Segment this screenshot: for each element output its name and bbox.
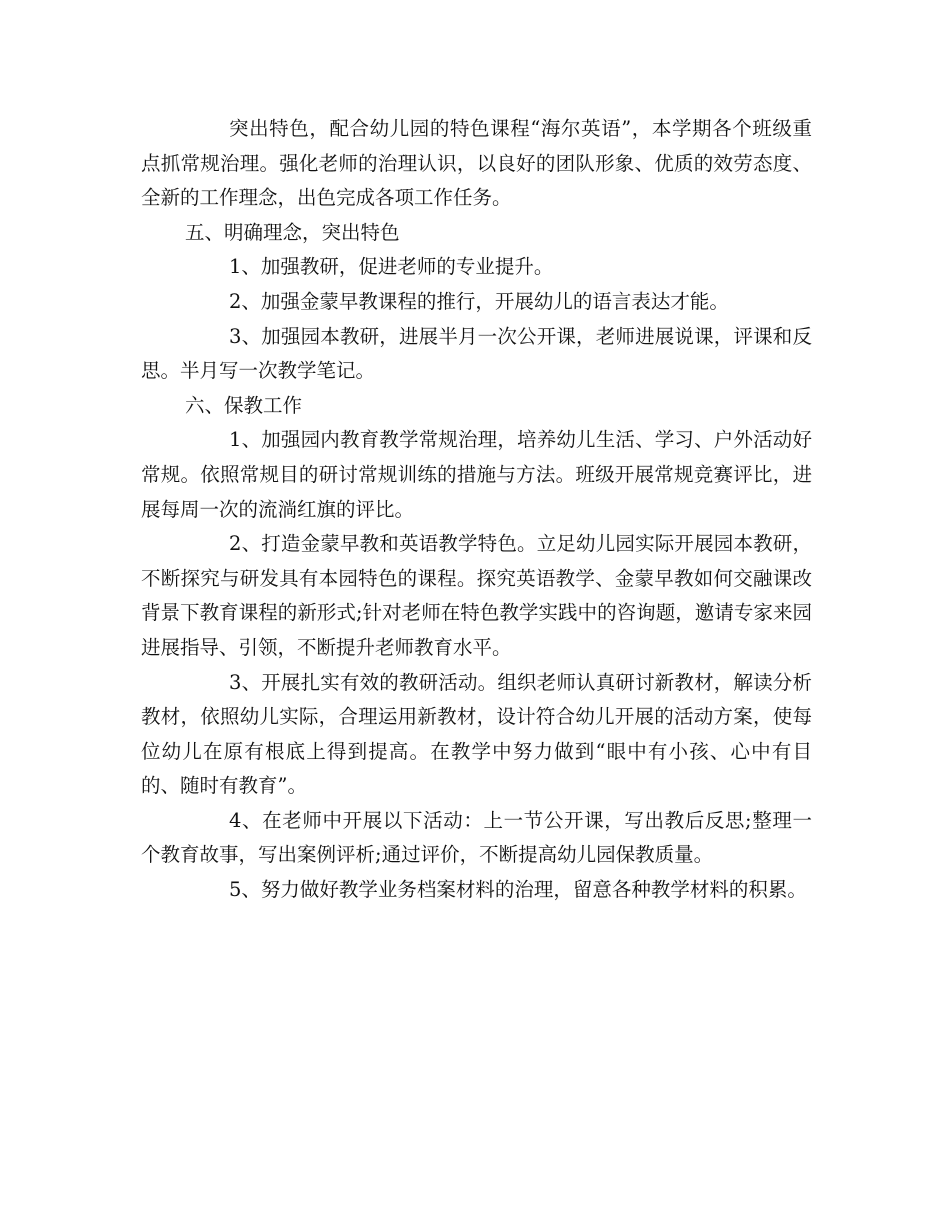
list-item-6-2: 2、打造金蒙早教和英语教学特色。立足幼儿园实际开展园本教研，不断探究与研发具有本园特色的课程。探究英语教学、金蒙早教如何交融课改背景下教育课程的新形式;针对老师在特色教学实践中的咨询题，邀请专家来园进展指导、引领，不断提升老师教育水平。	[141, 532, 812, 659]
list-item-6-1: 1、加强园内教育教学常规治理，培养幼儿生活、学习、户外活动好常规。依照常规目的研讨常规训练的措施与方法。班级开展常规竞赛评比，进展每周一次的流淌红旗的评比。	[141, 428, 812, 521]
list-item-6-3: 3、开展扎实有效的教研活动。组织老师认真研讨新教材，解读分析教材，依照幼儿实际，合理运用新教材，设计符合幼儿开展的活动方案，使每位幼儿在原有根底上得到提高。在教学中努力做到“眼中有小孩、心中有目的、随时有教育”。	[141, 670, 812, 798]
document-body	[141, 112, 812, 908]
list-item-6-4: 4、在老师中开展以下活动：上一节公开课，写出教后反思;整理一个教育故事，写出案例评析;通过评价，不断提高幼儿园保教质量。	[141, 808, 812, 867]
list-item-5-2: 2、加强金蒙早教课程的推行，开展幼儿的语言表达才能。	[229, 289, 729, 313]
section-heading-6: 六、保教工作	[185, 393, 303, 417]
paragraph-intro: 突出特色，配合幼儿园的特色课程“海尔英语”，本学期各个班级重点抓常规治理。强化老师的治理认识，以良好的团队形象、优质的效劳态度、全新的工作理念，出色完成各项工作任务。	[141, 117, 812, 210]
list-item-5-3: 3、加强园本教研，进展半月一次公开课，老师进展说课，评课和反思。半月写一次教学笔记。	[141, 324, 812, 383]
list-item-5-1: 1、加强教研，促进老师的专业提升。	[229, 255, 554, 279]
section-heading-5: 五、明确理念，突出特色	[185, 220, 400, 244]
list-item-6-5: 5、努力做好教学业务档案材料的治理，留意各种教学材料的积累。	[229, 878, 807, 902]
